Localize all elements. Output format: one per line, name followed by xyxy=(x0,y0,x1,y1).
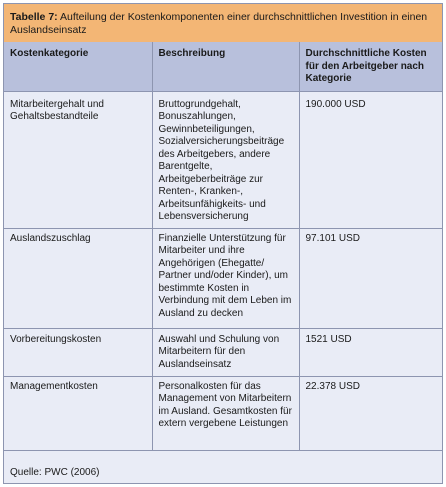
caption-text: Aufteilung der Kostenkomponenten einer durchschnittlichen Investition in einen Auslandseinsatz xyxy=(10,11,428,36)
cost-components-table xyxy=(4,42,442,451)
table-row xyxy=(4,91,442,228)
row-description: Personalkosten für das Management von Mitarbeitern im Ausland. Gesamtkosten für extern vergebene Leistungen xyxy=(152,376,299,450)
row-cost: 190.000 USD xyxy=(299,91,442,228)
cost-table-figure xyxy=(3,3,443,484)
table-source-note: Quelle: PWC (2006) xyxy=(10,467,100,478)
row-category: Vorbereitungskosten xyxy=(4,328,152,376)
row-category: Auslandszuschlag xyxy=(4,228,152,328)
header-row xyxy=(4,42,442,91)
table-row xyxy=(4,328,442,376)
header-description: Beschreibung xyxy=(152,42,299,91)
row-category: Mitarbeitergehalt und Gehaltsbestandteile xyxy=(4,91,152,228)
header-cost: Durchschnittliche Kosten für den Arbeitgeber nach Kategorie xyxy=(299,42,442,91)
header-category: Kostenkategorie xyxy=(4,42,152,91)
table-row xyxy=(4,228,442,328)
row-description: Bruttogrundgehalt, Bonuszahlungen, Gewinnbeteiligungen, Sozialversicherungsbeiträge des Arbeitgebers, andere Barentgelte, Arbeitgeberbeiträge zur Renten-, Kranken-, Arbeitsunfähigkeits- und Lebensversicherung xyxy=(152,91,299,228)
row-description: Finanzielle Unterstützung für Mitarbeiter und ihre Angehörigen (Ehegatte/ Partner und/oder Kinder), um bestimmte Kosten in Verbindung mit dem Leben im Ausland zu decken xyxy=(152,228,299,328)
table-caption xyxy=(4,4,442,42)
row-cost: 97.101 USD xyxy=(299,228,442,328)
row-category: Managementkosten xyxy=(4,376,152,450)
caption-label: Tabelle 7: xyxy=(10,11,58,23)
table-row xyxy=(4,376,442,450)
row-cost: 1521 USD xyxy=(299,328,442,376)
row-description: Auswahl und Schulung von Mitarbeitern für den Auslandseinsatz xyxy=(152,328,299,376)
row-cost: 22.378 USD xyxy=(299,376,442,450)
